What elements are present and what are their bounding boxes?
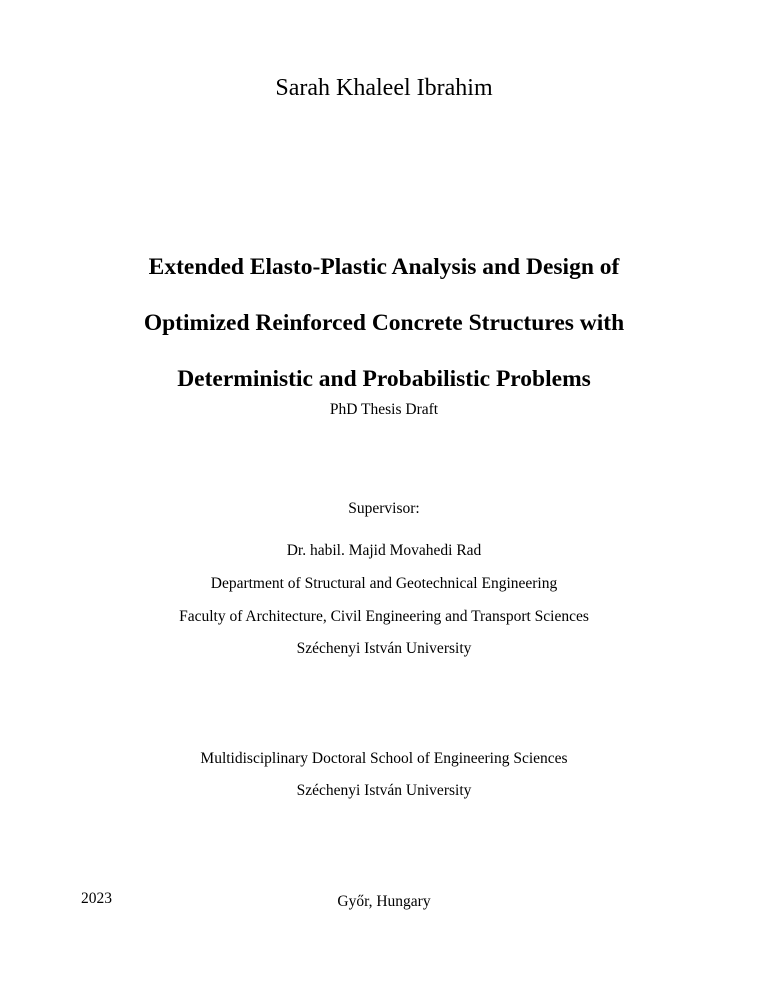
author-name: Sarah Khaleel Ibrahim [275,75,493,101]
school-university: Széchenyi István University [296,782,472,799]
supervisor-label: Supervisor: [348,500,420,517]
department: Department of Structural and Geotechnical Engineering [210,575,558,592]
year: 2023 [81,890,112,907]
faculty: Faculty of Architecture, Civil Engineering and Transport Sciences [179,608,589,625]
thesis-title-line-2: Optimized Reinforced Concrete Structures with [143,310,625,336]
supervisor-name: Dr. habil. Majid Movahedi Rad [286,542,482,559]
doctoral-school: Multidisciplinary Doctoral School of Engineering Sciences [200,750,568,767]
location: Győr, Hungary [337,893,431,910]
thesis-title-line-3: Deterministic and Probabilistic Problems [177,366,591,392]
university: Széchenyi István University [296,640,472,657]
thesis-title-line-1: Extended Elasto-Plastic Analysis and Design of [148,254,620,280]
thesis-subtitle: PhD Thesis Draft [329,401,439,418]
